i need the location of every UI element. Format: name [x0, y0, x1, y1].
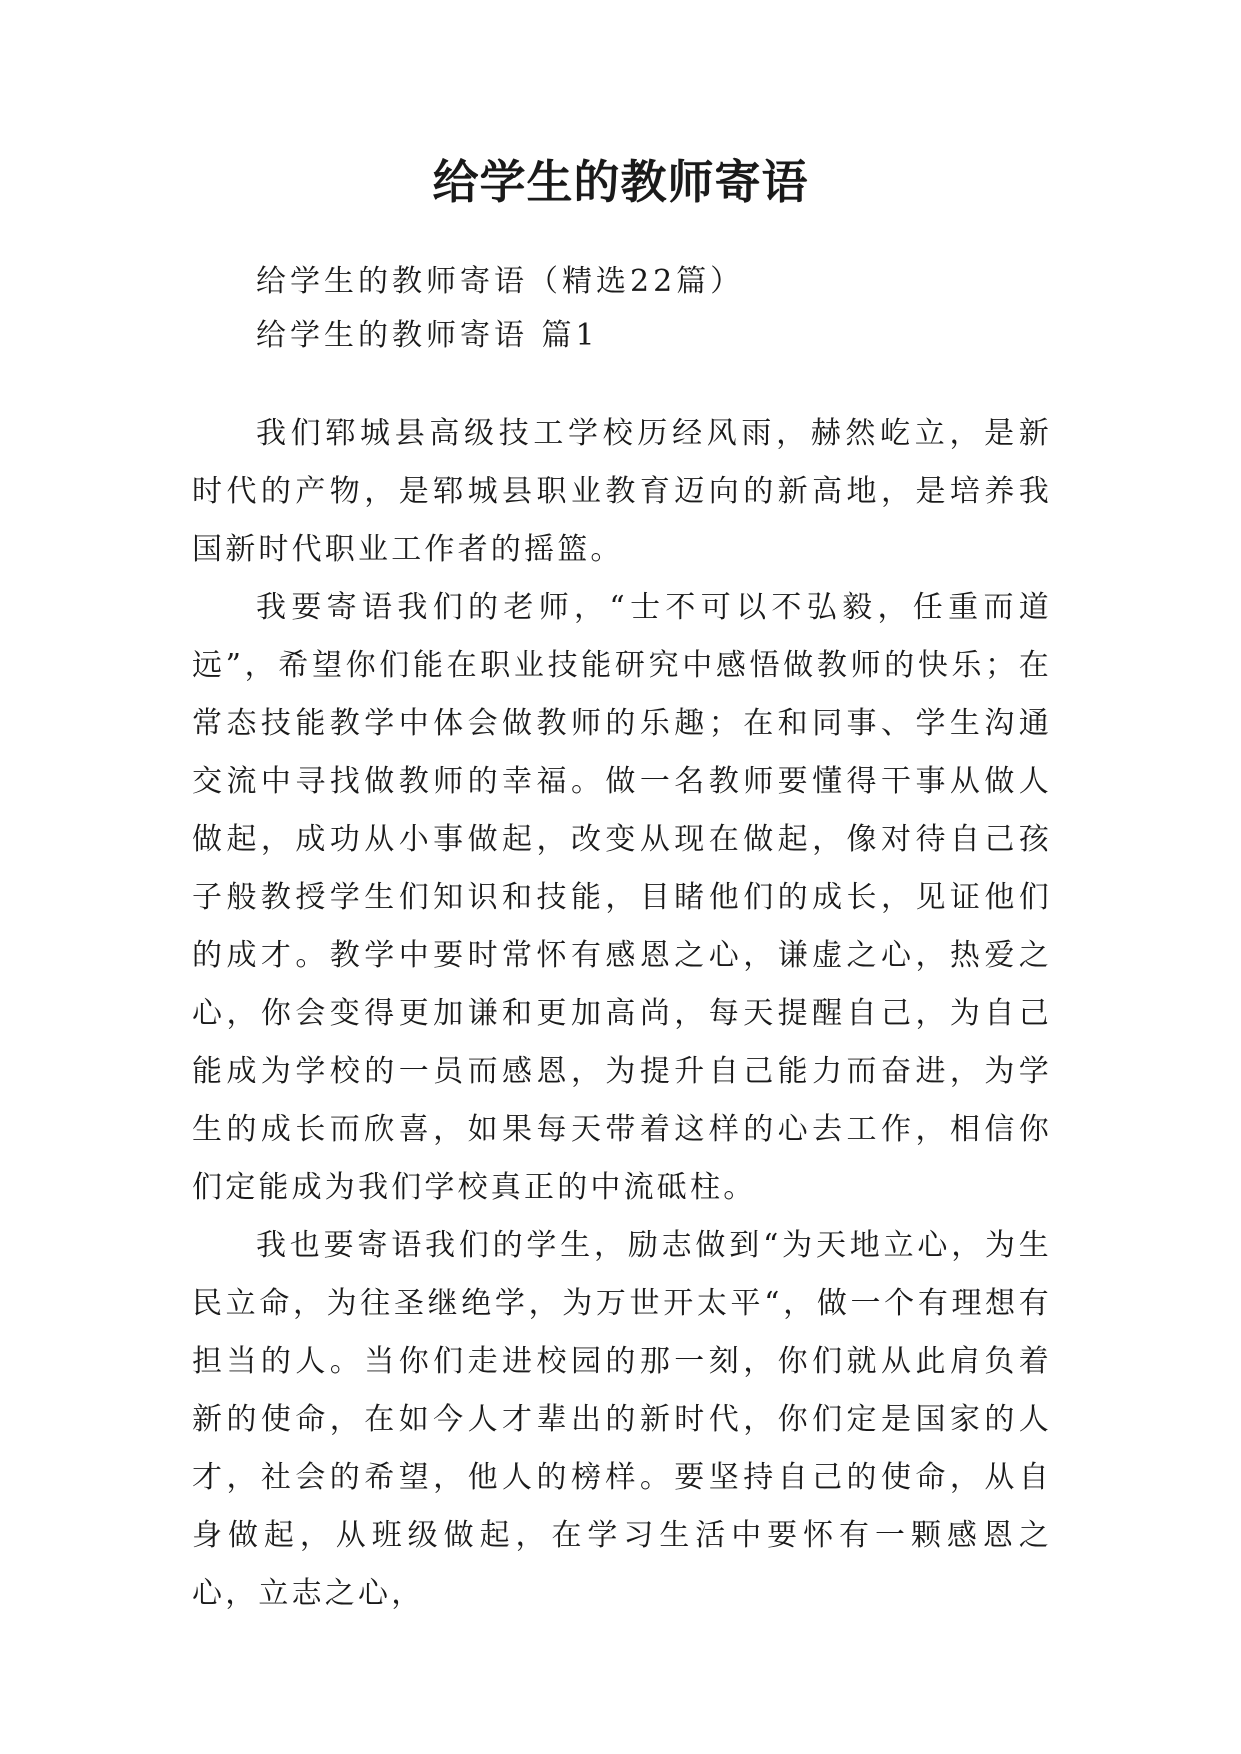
section-heading: 给学生的教师寄语 篇1 — [256, 318, 599, 353]
paragraph-1: 我们郓城县高级技工学校历经风雨，赫然屹立，是新时代的产物，是郓城县职业教育迈向的新高地，是培养我国新时代职业工作者的摇篮。 — [192, 416, 1052, 567]
document-body — [192, 405, 1052, 1623]
document-title: 给学生的教师寄语 — [432, 155, 809, 209]
paragraph-2: 我要寄语我们的老师，“士不可以不弘毅，任重而道远”，希望你们能在职业技能研究中感悟做教师的快乐；在常态技能教学中体会做教师的乐趣；在和同事、学生沟通交流中寻找做教师的幸福。做一名教师要懂得干事从做人做起，成功从小事做起，改变从现在做起，像对待自己孩子般教授学生们知识和技能，目睹他们的成长，见证他们的成才。教学中要时常怀有感恩之心，谦虚之心，热爱之心，你会变得更加谦和更加高尚，每天提醒自己，为自己能成为学校的一员而感恩，为提升自己能力而奋进，为学生的成长而欣喜，如果每天带着这样的心去工作，相信你们定能成为我们学校真正的中流砥柱。 — [192, 590, 1052, 1205]
paragraph-3: 我也要寄语我们的学生，励志做到“为天地立心，为生民立命，为往圣继绝学，为万世开太平“，做一个有理想有担当的人。当你们走进校园的那一刻，你们就从此肩负着新的使命，在如今人才辈出的新时代，你们定是国家的人才，社会的希望，他人的榜样。要坚持自己的使命，从自身做起，从班级做起，在学习生活中要怀有一颗感恩之心，立志之心， — [192, 1228, 1052, 1611]
document-subtitle: 给学生的教师寄语（精选22篇） — [256, 264, 745, 299]
